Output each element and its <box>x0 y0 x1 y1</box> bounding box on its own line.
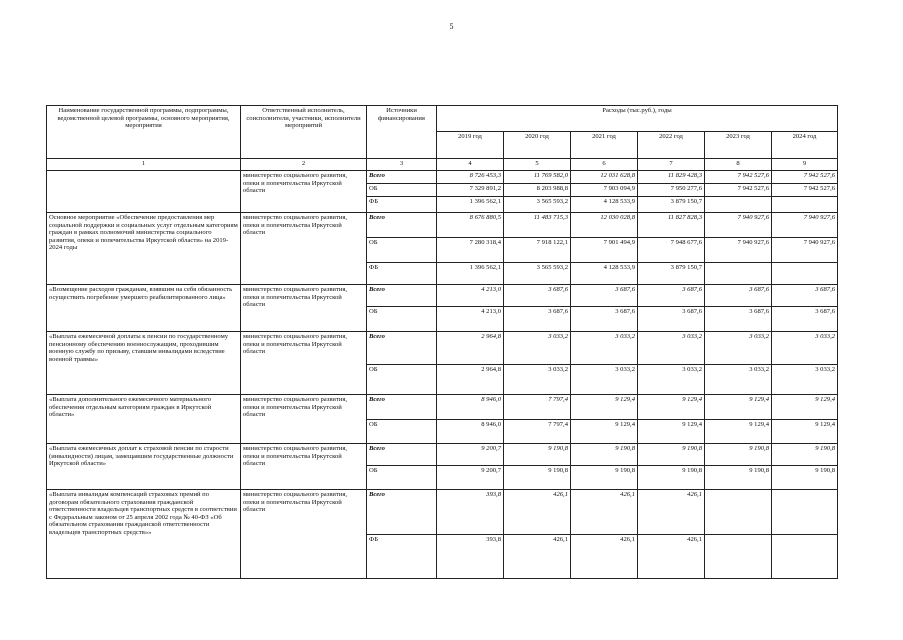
funding-source: Всего <box>367 444 437 466</box>
expense-value: 4 128 533,9 <box>571 263 638 285</box>
funding-source: Всего <box>367 171 437 184</box>
executor: министерство социального развития, опеки и попечительства Иркутской области <box>241 444 367 490</box>
expense-value: 2 964,8 <box>437 332 504 365</box>
expense-value <box>772 263 838 285</box>
funding-source: Всего <box>367 213 437 238</box>
table-row <box>47 332 838 365</box>
funding-source: ОБ <box>367 365 437 395</box>
funding-source: ФБ <box>367 263 437 285</box>
expense-value: 9 129,4 <box>772 420 838 444</box>
expense-value: 11 483 715,3 <box>504 213 571 238</box>
expense-value: 7 901 494,9 <box>571 238 638 263</box>
header-program-name: Наименование государственной программы, подпрограммы, ведомственной целевой программы, основного мероприятия, мероприятия <box>47 106 241 159</box>
expense-value: 9 129,4 <box>772 395 838 420</box>
expense-value: 7 797,4 <box>504 395 571 420</box>
column-index: 1 <box>47 159 241 171</box>
expense-value: 9 129,4 <box>571 395 638 420</box>
expense-value: 9 190,8 <box>571 466 638 490</box>
expense-value: 9 129,4 <box>705 420 772 444</box>
executor: министерство социального развития, опеки и попечительства Иркутской области <box>241 395 367 444</box>
expense-value: 7 918 122,1 <box>504 238 571 263</box>
expense-value <box>772 197 838 213</box>
expense-value: 393,8 <box>437 535 504 579</box>
funding-source: ОБ <box>367 184 437 197</box>
expense-value: 426,1 <box>504 535 571 579</box>
header-year: 2023 год <box>705 132 772 159</box>
expense-value: 9 200,7 <box>437 444 504 466</box>
expense-value: 7 948 677,6 <box>638 238 705 263</box>
expense-value: 11 827 828,3 <box>638 213 705 238</box>
expense-value: 4 213,0 <box>437 285 504 307</box>
expense-value: 3 687,6 <box>772 307 838 332</box>
expense-value <box>772 535 838 579</box>
expense-value: 9 190,8 <box>705 466 772 490</box>
expense-value: 9 129,4 <box>571 420 638 444</box>
measure-name: «Возмещение расходов гражданам, взявшим на себя обязанность осуществить погребение умершего реабилитированного лица» <box>47 285 241 332</box>
expense-value: 7 280 318,4 <box>437 238 504 263</box>
expense-value: 11 769 582,0 <box>504 171 571 184</box>
expense-value <box>705 197 772 213</box>
measure-name: Основное мероприятие «Обеспечение предоставления мер социальной поддержки и социальных услуг отдельным категориям граждан в рамках полномочий министерства социального развития, опеки и попечительства Иркутской области» на 2019-2024 годы <box>47 213 241 285</box>
expense-value: 3 033,2 <box>705 365 772 395</box>
funding-source: ФБ <box>367 535 437 579</box>
header-year: 2022 год <box>638 132 705 159</box>
executor: министерство социального развития, опеки и попечительства Иркутской области <box>241 332 367 395</box>
expense-value: 4 213,0 <box>437 307 504 332</box>
expense-value: 1 396 562,1 <box>437 263 504 285</box>
executor: министерство социального развития, опеки и попечительства Иркутской области <box>241 490 367 579</box>
table-row <box>47 444 838 466</box>
expense-value: 3 033,2 <box>504 332 571 365</box>
expense-value: 3 687,6 <box>571 285 638 307</box>
expense-value: 9 190,8 <box>504 466 571 490</box>
page-number: 5 <box>449 22 454 31</box>
column-index: 4 <box>437 159 504 171</box>
expense-value: 3 033,2 <box>571 365 638 395</box>
column-index: 3 <box>367 159 437 171</box>
funding-source: ФБ <box>367 197 437 213</box>
column-index: 5 <box>504 159 571 171</box>
table-row <box>47 490 838 535</box>
expense-value: 7 950 277,6 <box>638 184 705 197</box>
expense-value <box>705 490 772 535</box>
expense-value: 3 687,6 <box>638 307 705 332</box>
expense-value: 3 687,6 <box>772 285 838 307</box>
funding-source: ОБ <box>367 238 437 263</box>
funding-source: ОБ <box>367 307 437 332</box>
expense-value: 11 829 428,3 <box>638 171 705 184</box>
header-year: 2020 год <box>504 132 571 159</box>
expense-value: 3 033,2 <box>571 332 638 365</box>
expense-value: 426,1 <box>504 490 571 535</box>
expense-value: 9 190,8 <box>571 444 638 466</box>
header-source: Источники финансирования <box>367 106 437 159</box>
expense-value: 3 687,6 <box>705 307 772 332</box>
expense-value: 8 946,0 <box>437 420 504 444</box>
header-executor: Ответственный исполнитель, соисполнители, участники, исполнители мероприятий <box>241 106 367 159</box>
expense-value: 3 033,2 <box>705 332 772 365</box>
expense-value: 9 190,8 <box>772 444 838 466</box>
expense-value: 7 903 094,9 <box>571 184 638 197</box>
measure-name: «Выплата инвалидам компенсаций страховых премий по договорам обязательного страхования гражданской ответственности владельцев транспортных средств в соответствии с Федеральным законом от 25 апреля 2002 года № 40-ФЗ «Об обязательном страховании гражданской ответственности владельцев транспортных средств»» <box>47 490 241 579</box>
expense-value: 3 687,6 <box>705 285 772 307</box>
expense-value: 9 129,4 <box>638 420 705 444</box>
expense-value: 3 687,6 <box>638 285 705 307</box>
table-row <box>47 395 838 420</box>
column-index: 9 <box>772 159 838 171</box>
header-year: 2021 год <box>571 132 638 159</box>
expense-value: 7 940 927,6 <box>705 238 772 263</box>
expense-value: 3 033,2 <box>772 365 838 395</box>
expenses-table <box>46 105 838 579</box>
expense-value: 9 129,4 <box>638 395 705 420</box>
expense-value: 7 940 927,6 <box>705 213 772 238</box>
expense-value: 9 190,8 <box>504 444 571 466</box>
expense-value: 9 190,8 <box>772 466 838 490</box>
executor: министерство социального развития, опеки и попечительства Иркутской области <box>241 171 367 213</box>
expense-value <box>705 535 772 579</box>
expense-value: 7 942 527,6 <box>705 171 772 184</box>
measure-name <box>47 171 241 213</box>
expense-value: 4 128 533,9 <box>571 197 638 213</box>
measure-name: «Выплата ежемесячных доплат к страховой пенсии по старости (инвалидности) лицам, замещавшим государственные должности Иркутской области» <box>47 444 241 490</box>
expense-value: 1 396 562,1 <box>437 197 504 213</box>
header-year: 2019 год <box>437 132 504 159</box>
expense-value: 7 942 527,6 <box>772 184 838 197</box>
column-index: 2 <box>241 159 367 171</box>
expense-value: 3 687,6 <box>571 307 638 332</box>
expense-value: 8 946,0 <box>437 395 504 420</box>
measure-name: «Выплата дополнительного ежемесячного материального обеспечения отдельным категориям граждан в Иркутской области» <box>47 395 241 444</box>
expense-value: 9 190,8 <box>638 466 705 490</box>
expense-value <box>705 263 772 285</box>
expense-value: 7 940 927,6 <box>772 213 838 238</box>
expense-value: 393,8 <box>437 490 504 535</box>
expense-value: 7 940 927,6 <box>772 238 838 263</box>
header-expenses: Расходы (тыс.руб.), годы <box>437 106 838 132</box>
funding-source: Всего <box>367 395 437 420</box>
expense-value: 3 879 150,7 <box>638 197 705 213</box>
expense-value <box>772 490 838 535</box>
header-year: 2024 год <box>772 132 838 159</box>
table-row <box>47 171 838 184</box>
expense-value: 3 033,2 <box>504 365 571 395</box>
funding-source: ОБ <box>367 466 437 490</box>
expense-value: 9 190,8 <box>705 444 772 466</box>
expense-value: 7 942 527,6 <box>772 171 838 184</box>
expense-value: 3 033,2 <box>638 365 705 395</box>
expense-value: 8 676 880,5 <box>437 213 504 238</box>
expense-value: 426,1 <box>571 535 638 579</box>
expense-value: 3 687,6 <box>504 307 571 332</box>
expense-value: 3 565 593,2 <box>504 263 571 285</box>
expense-value: 12 031 628,8 <box>571 171 638 184</box>
expense-value: 2 964,8 <box>437 365 504 395</box>
expense-value: 9 129,4 <box>705 395 772 420</box>
executor: министерство социального развития, опеки и попечительства Иркутской области <box>241 285 367 332</box>
table-row <box>47 285 838 307</box>
funding-source: Всего <box>367 285 437 307</box>
expense-value: 8 726 453,3 <box>437 171 504 184</box>
funding-source: Всего <box>367 490 437 535</box>
funding-source: ОБ <box>367 420 437 444</box>
funding-source: Всего <box>367 332 437 365</box>
expense-value: 426,1 <box>571 490 638 535</box>
expense-value: 3 033,2 <box>772 332 838 365</box>
expense-value: 426,1 <box>638 490 705 535</box>
column-index: 7 <box>638 159 705 171</box>
expense-value: 3 687,6 <box>504 285 571 307</box>
executor: министерство социального развития, опеки и попечительства Иркутской области <box>241 213 367 285</box>
table-row <box>47 213 838 238</box>
expense-value: 8 203 988,8 <box>504 184 571 197</box>
expense-value: 9 190,8 <box>638 444 705 466</box>
column-index: 8 <box>705 159 772 171</box>
column-index: 6 <box>571 159 638 171</box>
expense-value: 3 033,2 <box>638 332 705 365</box>
expense-value: 3 879 150,7 <box>638 263 705 285</box>
expense-value: 426,1 <box>638 535 705 579</box>
expense-value: 9 200,7 <box>437 466 504 490</box>
expense-value: 12 030 028,8 <box>571 213 638 238</box>
expense-value: 7 329 891,2 <box>437 184 504 197</box>
expense-value: 7 942 527,6 <box>705 184 772 197</box>
expense-value: 7 797,4 <box>504 420 571 444</box>
expense-value: 3 565 593,2 <box>504 197 571 213</box>
measure-name: «Выплата ежемесячной доплаты к пенсии по государственному пенсионному обеспечению военнослужащим, проходившим военную службу по призыву, ставшим инвалидами вследствие военной травмы» <box>47 332 241 395</box>
